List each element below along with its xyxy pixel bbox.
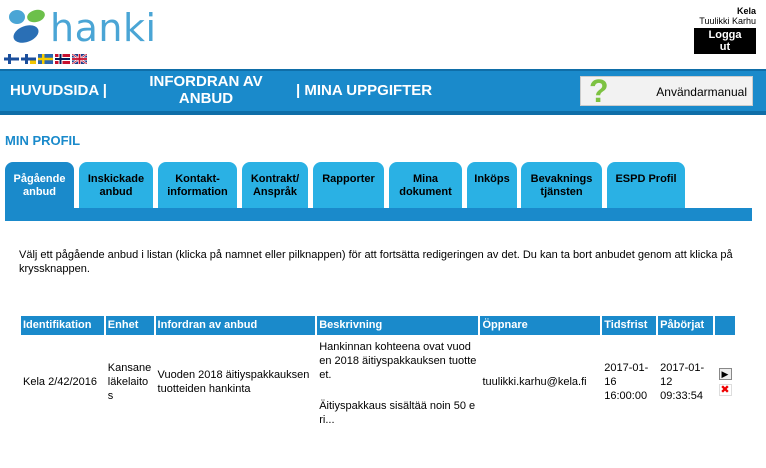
user-manual-label: Användarmanual xyxy=(656,85,747,99)
open-bid-play-icon[interactable]: ▶ xyxy=(719,368,732,380)
column-header-actions xyxy=(715,316,735,335)
main-navigation xyxy=(0,69,766,115)
cell-actions xyxy=(715,335,735,429)
column-header-opener[interactable]: Öppnare xyxy=(480,316,600,335)
column-header-deadline[interactable]: Tidsfrist xyxy=(602,316,656,335)
tab-my-documents[interactable]: Mina dokument xyxy=(389,162,462,208)
tab-reports[interactable]: Rapporter xyxy=(313,162,384,208)
tab-purchases[interactable]: Inköps xyxy=(467,162,517,208)
column-header-started[interactable]: Påbörjat xyxy=(658,316,713,335)
cell-unit: Kansaneläkelaitos xyxy=(107,362,152,402)
norway-flag-icon[interactable] xyxy=(55,54,70,64)
logo-wordmark: hanki xyxy=(50,6,157,50)
delete-bid-x-icon[interactable]: ✖ xyxy=(720,384,730,396)
user-block xyxy=(694,6,756,55)
tab-ongoing-bids[interactable]: Pågående anbud xyxy=(5,162,74,208)
cell-identification[interactable]: Kela 2/42/2016 xyxy=(23,376,98,388)
tab-monitoring-service[interactable]: Bevaknings tjänsten xyxy=(521,162,602,208)
nav-requests-link[interactable]: INFORDRAN AV ANBUD xyxy=(149,73,263,107)
tab-contracts[interactable]: Kontrakt/ Anspråk xyxy=(242,162,308,208)
description-more-text: Äitiyspakkaus sisältää noin 50 eri... xyxy=(319,400,476,426)
tab-content-bar xyxy=(5,208,752,221)
cell-request[interactable]: Vuoden 2018 äitiyspakkauksen tuotteiden hankinta xyxy=(157,369,310,395)
column-header-request[interactable]: Infordran av anbud xyxy=(156,316,316,335)
cell-started: 2017-01-12 09:33:54 xyxy=(660,362,705,402)
logo-leaves-icon xyxy=(4,4,50,48)
finland-swedish-flag-icon[interactable] xyxy=(21,54,36,64)
column-header-description[interactable]: Beskrivning xyxy=(317,316,478,335)
cell-deadline: 2017-01-16 16:00:00 xyxy=(604,362,649,402)
tab-contact-information[interactable]: Kontakt-information xyxy=(158,162,237,208)
language-selector xyxy=(4,54,87,64)
description-text: Hankinnan kohteena ovat vuoden 2018 äitiyspakkauksen tuotteet. xyxy=(319,341,477,381)
help-question-icon: ? xyxy=(589,73,609,109)
column-header-unit[interactable]: Enhet xyxy=(106,316,154,335)
page-title: MIN PROFIL xyxy=(5,133,81,148)
sweden-flag-icon[interactable] xyxy=(38,54,53,64)
column-header-identification[interactable]: Identifikation xyxy=(21,316,104,335)
user-organization: Kela xyxy=(736,6,756,16)
user-manual-button[interactable] xyxy=(580,73,753,109)
user-name: Tuulikki Karhu xyxy=(699,16,756,26)
uk-flag-icon[interactable] xyxy=(72,54,87,64)
hanki-logo[interactable] xyxy=(4,4,157,50)
tab-espd-profile[interactable]: ESPD Profil xyxy=(607,162,685,208)
tab-submitted-bids[interactable]: Inskickade anbud xyxy=(79,162,153,208)
cell-opener: tuulikki.karhu@kela.fi xyxy=(482,376,587,388)
nav-my-info-link[interactable]: | MINA UPPGIFTER xyxy=(296,82,433,99)
cell-description xyxy=(317,335,478,429)
ongoing-bids-table xyxy=(19,316,737,429)
finland-flag-icon[interactable] xyxy=(4,54,19,64)
logout-button[interactable]: Logga ut xyxy=(694,28,756,54)
table-header-row xyxy=(21,316,735,335)
instructions-text: Välj ett pågående anbud i listan (klicka på namnet eller pilknappen) för att fortsätta redigeringen av det. Du kan ta bort anbudet genom att klicka på kryssknappen. xyxy=(19,249,733,275)
table-row[interactable] xyxy=(21,335,735,429)
nav-home-link[interactable]: HUVUDSIDA | xyxy=(10,82,107,99)
